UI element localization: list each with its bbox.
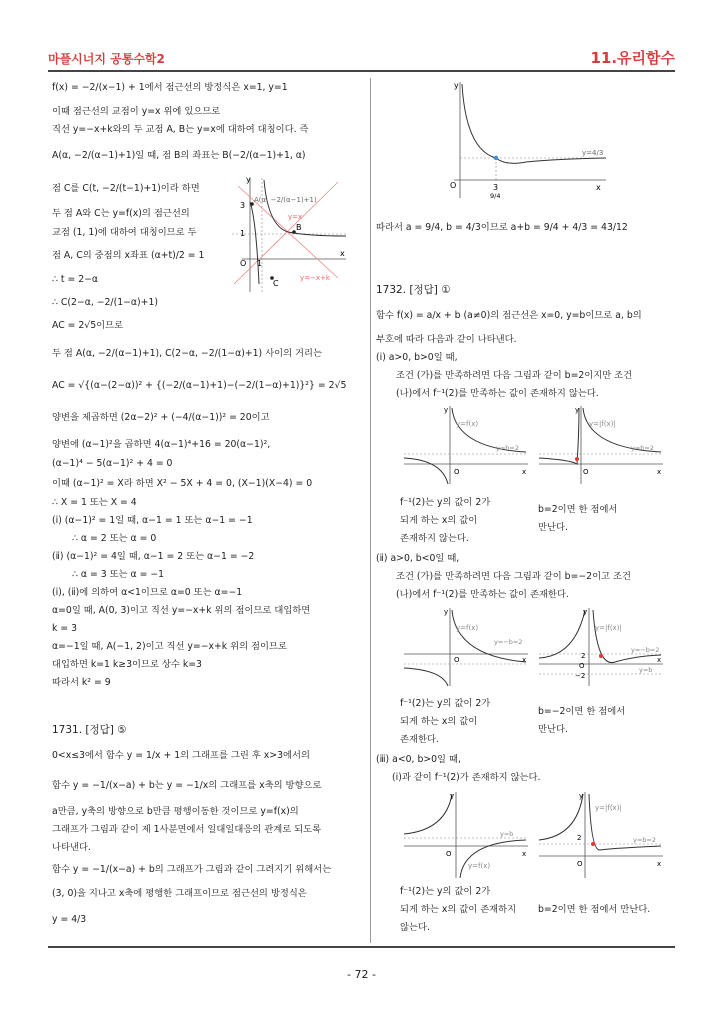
fig-label: y=−b=2 [631, 646, 660, 654]
text-line: 교점 (1, 1)에 대하여 대칭이므로 두 [52, 227, 197, 238]
text-line: 되게 하는 x의 값이 존재하지 [400, 904, 517, 915]
text-line: 두 점 A(α, −2/(α−1)+1), C(2−α, −2/(1−α)+1) 사이의 거리는 [52, 348, 322, 359]
text-line: 존재하지 않는다. [400, 533, 469, 544]
fig-label: y=|f(x)| [595, 804, 622, 812]
text-line: α=0일 때, A(0, 3)이고 직선 y=−x+k 위의 점이므로 대입하면 [52, 605, 311, 616]
text-line: AC = 2√5이므로 [52, 320, 124, 331]
fig-label: y=−x+k [300, 274, 330, 282]
fig-label: y [583, 608, 588, 616]
figure-case2-absf [535, 606, 665, 688]
text-line: 나타낸다. [52, 842, 91, 853]
fig-label: y=f(x) [456, 420, 479, 428]
text-line: (ⅲ) a<0, b>0일 때, [376, 754, 461, 765]
fig-label: O [577, 860, 583, 868]
header-book-title: 마플시너지 공통수학2 [48, 52, 165, 66]
text-line: f⁻¹(2)는 y의 값이 2가 [400, 497, 491, 508]
text-line: 함수 f(x) = a/x + b (a≠0)의 점근선은 x=0, y=b이므로 a, b의 [376, 310, 642, 321]
text-line: 따라서 k² = 9 [52, 677, 111, 688]
footer-rule [48, 946, 675, 948]
fig-label: y [575, 406, 580, 414]
fig-label: −2 [575, 672, 586, 680]
fig-label: y=b=2 [633, 836, 657, 844]
figure-case2-f [400, 606, 530, 688]
fig-label: y=b [639, 666, 653, 674]
fig-label: x [522, 468, 527, 476]
text-line: 되게 하는 x의 값이 [400, 716, 478, 727]
figure-case3-absf [535, 790, 665, 880]
fig-label: y [444, 406, 449, 414]
text-line: y = 4/3 [52, 914, 87, 925]
text-line: α=−1일 때, A(−1, 2)이고 직선 y=−x+k 위의 점이므로 [52, 641, 287, 652]
fig-label: y [444, 608, 449, 616]
text-line: 직선 y=−x+k와의 두 교점 A, B는 y=x에 대하여 대칭이다. 즉 [52, 124, 309, 135]
text-line: 두 점 A와 C는 y=f(x)의 점근선의 [52, 208, 190, 219]
fig-label: y=f(x) [456, 624, 479, 632]
fig-label: x [596, 183, 601, 192]
answer-title-1731: 1731. [정답] ⑤ [52, 724, 127, 736]
text-line: ∴ t = 2−α [52, 274, 99, 285]
figure-symmetric-points [228, 174, 350, 296]
fig-label: x [340, 249, 345, 258]
page-number: - 72 - [347, 968, 376, 981]
fig-label: 2 [577, 834, 582, 842]
fig-label: C [273, 279, 279, 288]
fig-label: O [454, 468, 460, 476]
figure-case3-f [400, 790, 530, 880]
text-line: (ⅰ)과 같이 f⁻¹(2)가 존재하지 않는다. [392, 772, 541, 783]
text-line: a만큼, y축의 방향으로 b만큼 평행이동한 것이므로 y=f(x)의 [52, 806, 299, 817]
fig-label: y=4/3 [582, 149, 604, 157]
text-line: 부호에 따라 다음과 같이 나타낸다. [376, 334, 517, 345]
figure-case1-f [400, 404, 530, 486]
fig-label: 2 [581, 652, 586, 660]
fig-label: B [296, 223, 302, 232]
text-line: 함수 y = −1/(x−a) + b는 y = −1/x의 그래프를 x축의 방향으로 [52, 780, 322, 791]
text-line: 되게 하는 x의 값이 [400, 515, 478, 526]
fig-label: y=b=2 [631, 444, 655, 452]
text-line: ∴ C(2−α, −2/(1−α)+1) [52, 297, 158, 308]
fig-label: y [450, 792, 455, 800]
text-line: 양변에 (α−1)²을 곱하면 4(α−1)⁴+16 = 20(α−1)², [52, 439, 271, 450]
text-line: 점 C를 C(t, −2/(t−1)+1)이라 하면 [52, 183, 200, 194]
header-rule [48, 70, 675, 72]
text-line: (ⅰ) (α−1)² = 1일 때, α−1 = 1 또는 α−1 = −1 [52, 515, 253, 526]
fig-label: y [246, 175, 251, 184]
text-line: (나)에서 f⁻¹(2)를 만족하는 값이 존재한다. [396, 589, 569, 600]
text-line: ∴ α = 2 또는 α = 0 [72, 533, 157, 544]
fig-label: O [454, 656, 460, 664]
fig-label: 3 [240, 201, 246, 210]
text-line: 이때 점근선의 교점이 y=x 위에 있으므로 [52, 106, 221, 117]
text-line: (나)에서 f⁻¹(2)를 만족하는 값이 존재하지 않는다. [396, 388, 599, 399]
text-line: 조건 (가)를 만족하려면 다음 그림과 같이 b=2이지만 조건 [396, 370, 633, 381]
fig-label: y=−b=2 [494, 638, 523, 646]
text-line: k = 3 [52, 623, 77, 634]
fig-label: y=|f(x)| [595, 624, 622, 632]
fig-label: A(α, −2/(α−1)+1) [254, 196, 317, 204]
text-line: 그래프가 그림과 같이 제 1사분면에서 일대일대응의 관계로 되도록 [52, 824, 322, 835]
fig-label: O [240, 259, 247, 268]
text-line: 만난다. [538, 724, 568, 735]
text-line: (ⅰ) a>0, b>0일 때, [376, 352, 458, 363]
text-line: (ⅱ) a>0, b<0일 때, [376, 553, 460, 564]
fig-label: O [450, 181, 457, 190]
figure-asymptote-4-3 [446, 80, 611, 200]
fig-label: y [454, 81, 459, 90]
text-line: ∴ X = 1 또는 X = 4 [52, 497, 137, 508]
fig-label: y=b=2 [496, 444, 520, 452]
fig-label: O [579, 662, 585, 670]
fig-label: x [657, 860, 662, 868]
text-line: 양변을 제곱하면 (2α−2)² + (−4/(α−1))² = 20이고 [52, 412, 270, 423]
text-line: b=−2이면 한 점에서 [538, 706, 626, 717]
fig-label: x [522, 850, 527, 858]
header-chapter-title: 11.유리함수 [590, 49, 675, 67]
text-line: f⁻¹(2)는 y의 값이 2가 [400, 886, 491, 897]
text-line: 함수 y = −1/(x−a) + b의 그래프가 그림과 같이 그려지기 위해서는 [52, 864, 332, 875]
text-line: f(x) = −2/(x−1) + 1에서 점근선의 방정식은 x=1, y=1 [52, 82, 288, 93]
fig-label: 9/4 [490, 192, 501, 200]
fig-label: y=f(x) [468, 862, 491, 870]
text-line: 대입하면 k=1 k≥3이므로 상수 k=3 [52, 659, 202, 670]
text-line: 존재한다. [400, 734, 439, 745]
fig-label: O [446, 850, 452, 858]
text-line: b=2이면 한 점에서 [538, 504, 618, 515]
fig-label: x [522, 656, 527, 664]
fig-label: y [579, 792, 584, 800]
text-line: 만난다. [538, 522, 568, 533]
text-line: 따라서 a = 9/4, b = 4/3이므로 a+b = 9/4 + 4/3 = 43/12 [376, 222, 628, 233]
text-line: f⁻¹(2)는 y의 값이 2가 [400, 698, 491, 709]
text-line: b=2이면 한 점에서 만난다. [538, 904, 651, 915]
fig-label: O [583, 468, 589, 476]
fig-label: x [657, 656, 662, 664]
fig-label: y=x [288, 213, 303, 221]
text-line: (ⅰ), (ⅱ)에 의하여 α<1이므로 α=0 또는 α=−1 [52, 587, 243, 598]
column-divider [370, 78, 371, 943]
text-line: 점 A, C의 중점의 x좌표 (α+t)/2 = 1 [52, 250, 205, 261]
text-line: (α−1)⁴ − 5(α−1)² + 4 = 0 [52, 458, 173, 469]
text-line: ∴ α = 3 또는 α = −1 [72, 569, 165, 580]
fig-label: 1 [240, 229, 246, 238]
text-line: A(α, −2/(α−1)+1)일 때, 점 B의 좌표는 B(−2/(α−1)+1, α) [52, 150, 306, 161]
fig-label: x [657, 468, 662, 476]
text-line: (ⅱ) (α−1)² = 4일 때, α−1 = 2 또는 α−1 = −2 [52, 551, 255, 562]
answer-title-1732: 1732. [정답] ① [376, 284, 451, 296]
text-line: 이때 (α−1)² = X라 하면 X² − 5X + 4 = 0, (X−1)(X−4) = 0 [52, 478, 313, 489]
figure-case1-absf [535, 404, 665, 486]
text-line: (3, 0)을 지나고 x축에 평행한 그래프이므로 점근선의 방정식은 [52, 888, 307, 899]
fig-label: y=b [500, 830, 514, 838]
text-line: 않는다. [400, 922, 430, 933]
text-line: 0<x≤3에서 함수 y = 1/x + 1의 그래프를 그린 후 x>3에서의 [52, 750, 310, 761]
text-line: AC = √{(α−(2−α))² + {(−2/(α−1)+1)−(−2/(1−α)+1)}²} = 2√5 [52, 380, 347, 391]
fig-label: 1 [257, 259, 263, 268]
text-line: 조건 (가)를 만족하려면 다음 그림과 같이 b=−2이고 조건 [396, 571, 631, 582]
fig-label: 3 [493, 183, 499, 192]
fig-label: y=|f(x)| [589, 420, 616, 428]
